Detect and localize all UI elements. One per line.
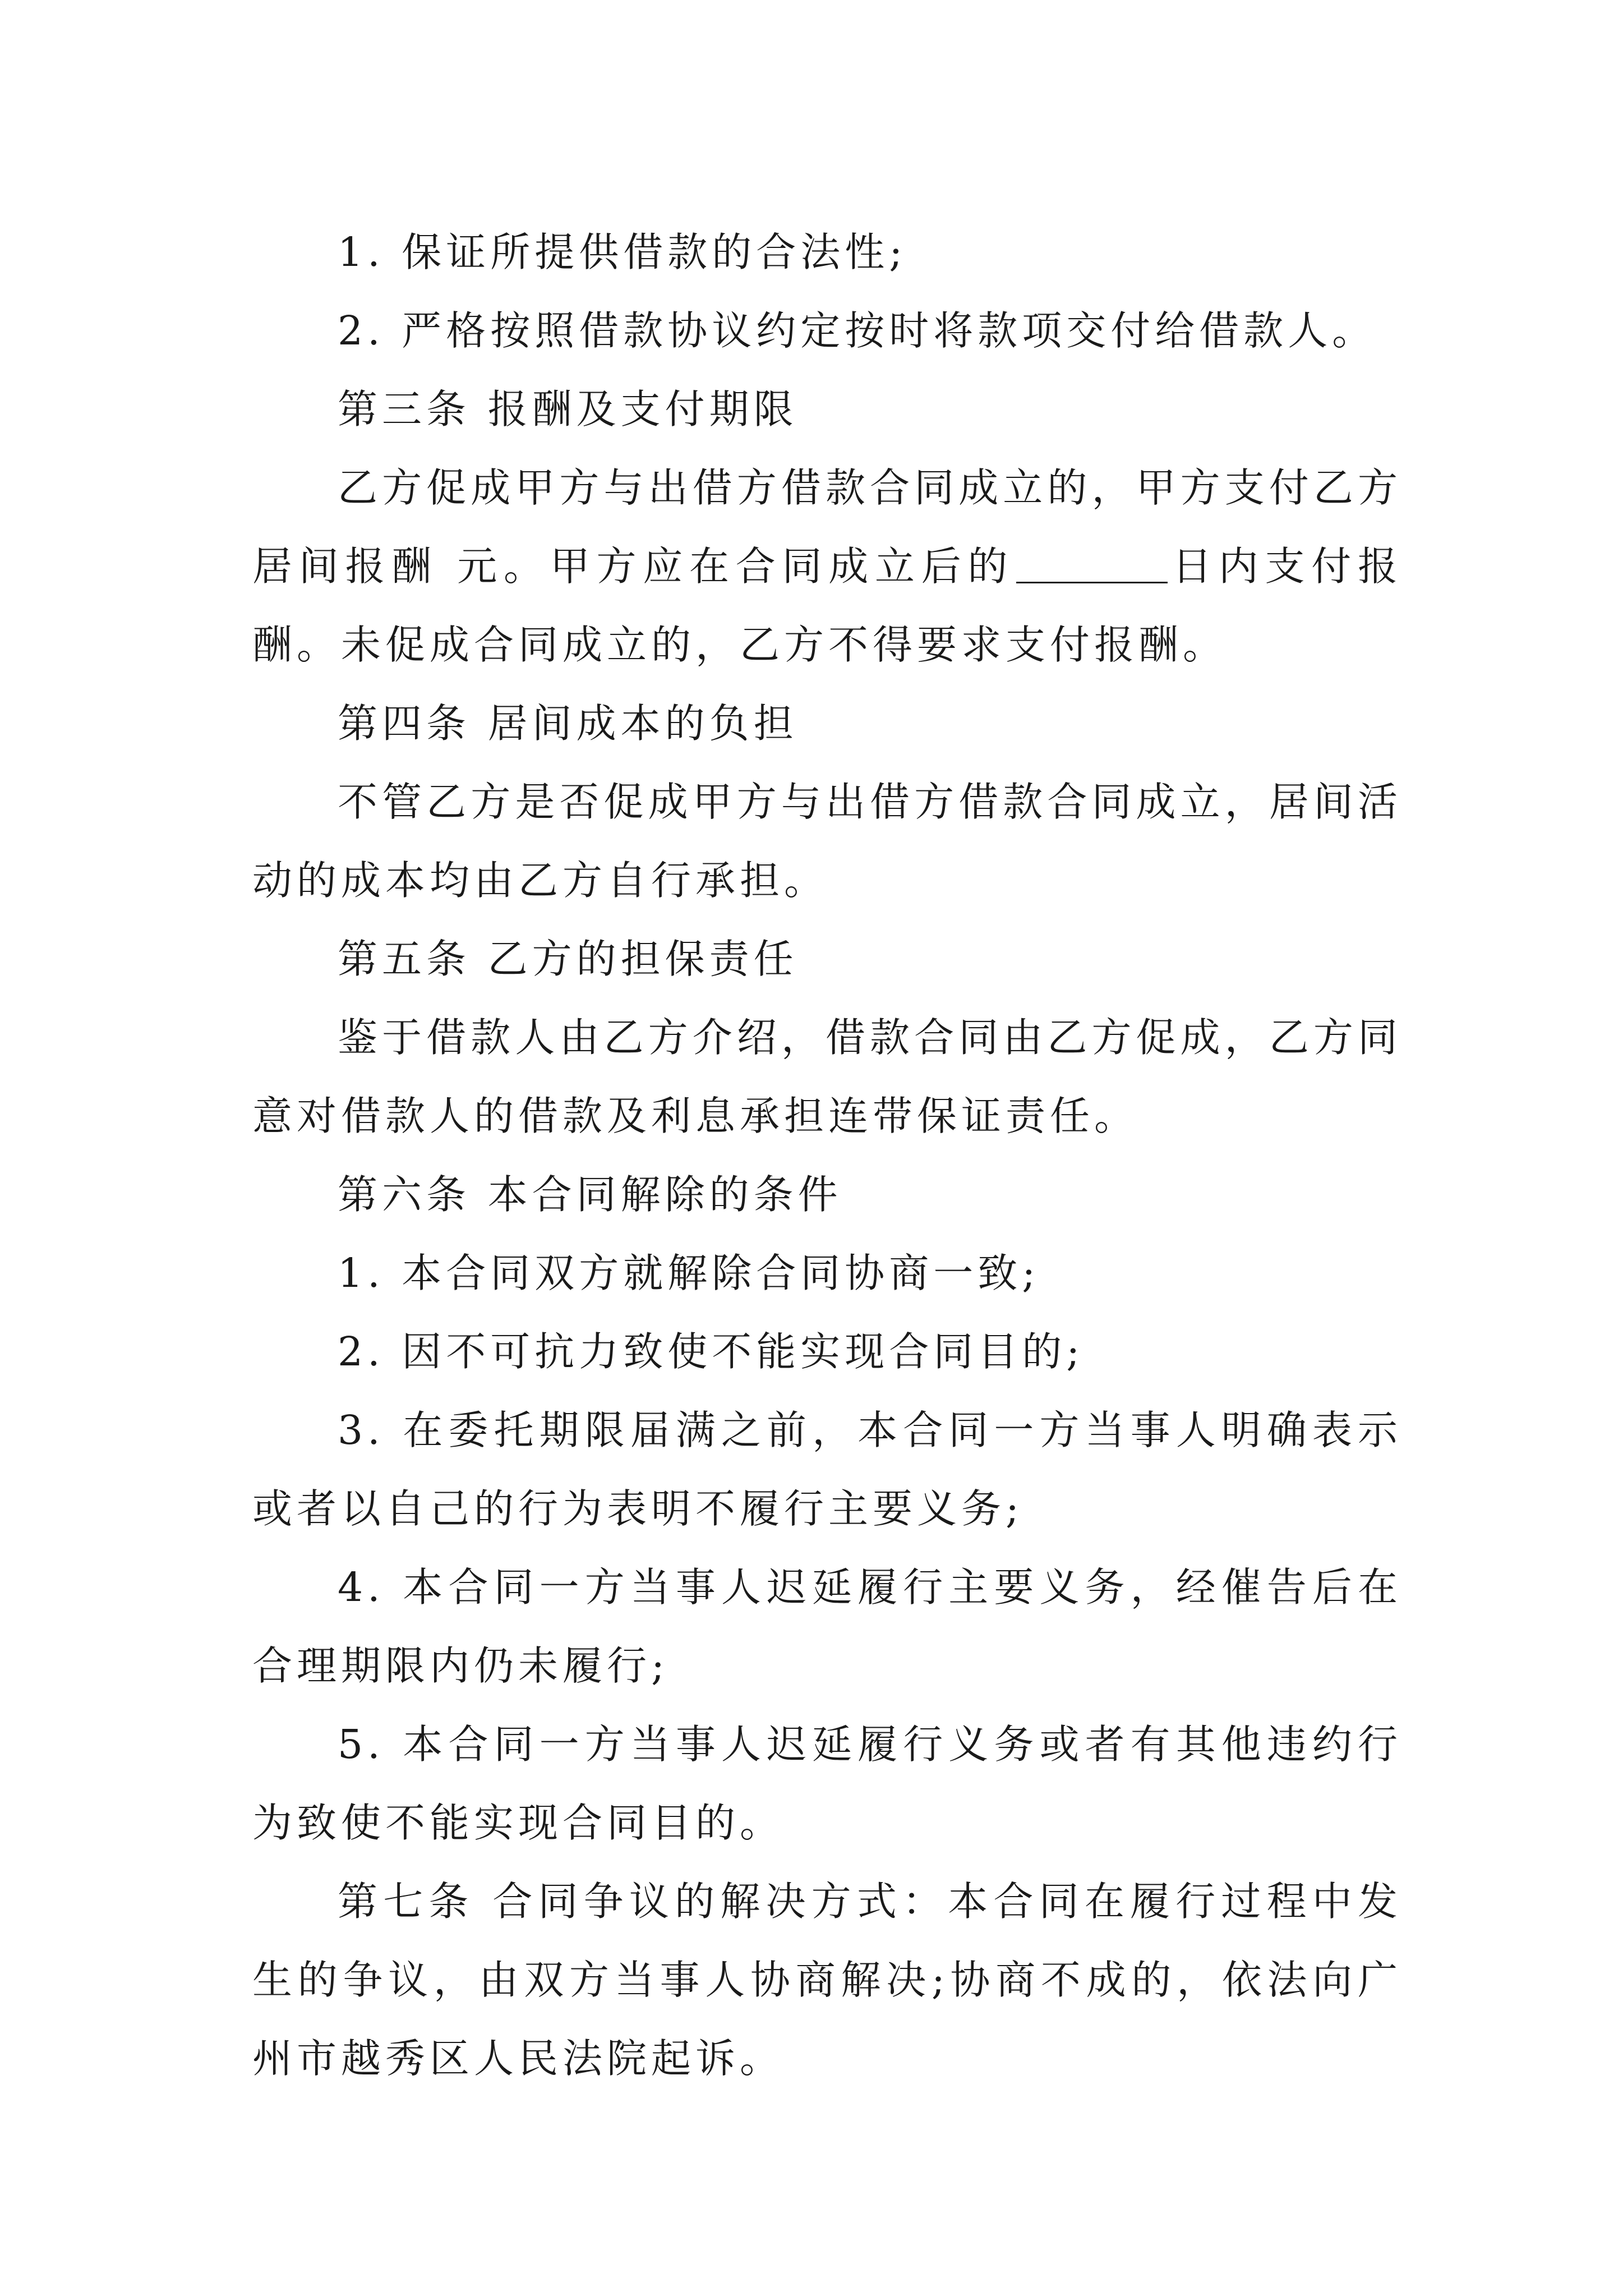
article-4-body: 不管乙方是否促成甲方与出借方借款合同成立，居间活动的成本均由乙方自行承担。 [252,779,1402,904]
obligation-item-1: 1. 保证所提供借款的合法性; [338,229,907,275]
article-6-condition-5: 5. 本合同一方当事人迟延履行义务或者有其他违约行为致使不能实现合同目的。 [252,1721,1402,1846]
article-6-title: 第六条 本合同解除的条件 [338,1171,842,1218]
article-6-condition-4: 4. 本合同一方当事人迟延履行主要义务，经催告后在合理期限内仍未履行; [252,1564,1402,1689]
article-3-title: 第三条 报酬及支付期限 [338,386,798,432]
article-4-title: 第四条 居间成本的负担 [338,700,798,747]
article-6-condition-1: 1. 本合同双方就解除合同协商一致; [338,1250,1040,1296]
article-7-dispute-resolution: 第七条 合同争议的解决方式：本合同在履行过程中发生的争议，由双方当事人协商解决;协商不成的，依法向广州市越秀区人民法院起诉。 [252,1878,1402,2082]
article-3-body [252,449,1402,684]
article-5-title: 第五条 乙方的担保责任 [338,936,798,982]
document-body [252,213,1402,2098]
article-3-body-part-b: 日内支付报酬。未促成合同成立的，乙方不得要求支付报酬。 [252,543,1402,668]
article-3-body-part-a: 乙方促成甲方与出借方借款合同成立的，甲方支付乙方居间报酬 元。甲方应在合同成立后的 [252,464,1402,590]
article-5-body: 鉴于借款人由乙方介绍，借款合同由乙方促成，乙方同意对借款人的借款及利息承担连带保证责任。 [252,1014,1402,1139]
article-6-condition-3: 3. 在委托期限届满之前，本合同一方当事人明确表示或者以自己的行为表明不履行主要义务; [252,1407,1402,1532]
blank-days-field [1016,541,1168,583]
obligation-item-2: 2. 严格按照借款协议约定按时将款项交付给借款人。 [338,307,1377,354]
article-6-condition-2: 2. 因不可抗力致使不能实现合同目的; [338,1328,1085,1375]
